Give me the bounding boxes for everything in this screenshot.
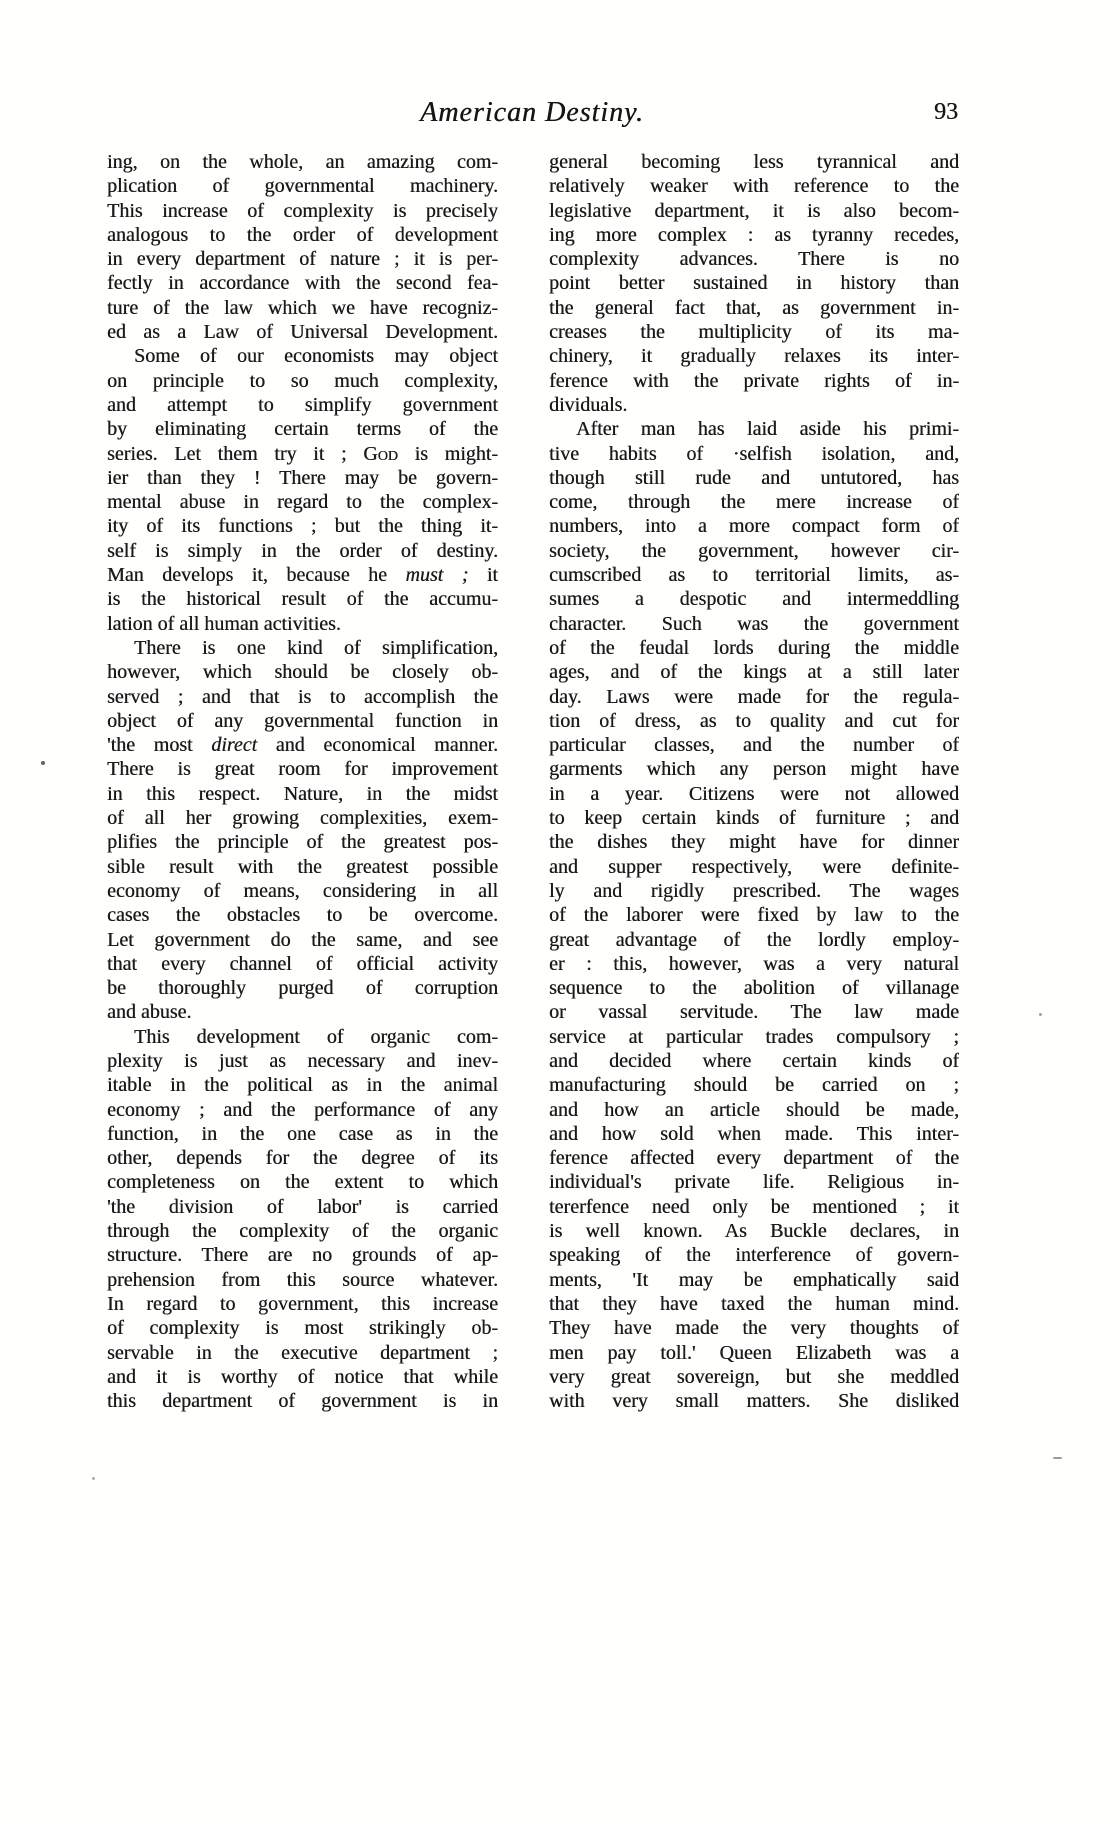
text-line: of the feudal lords during the middle	[549, 636, 959, 659]
text-line: function, in the one case as in the	[107, 1122, 498, 1145]
text-line: great advantage of the lordly employ-	[549, 928, 959, 951]
text-line: and how an article should be made,	[549, 1098, 959, 1121]
text-line: is the historical result of the accumu-	[107, 588, 498, 611]
text-line: served ; and that is to accomplish the	[107, 685, 498, 708]
page-number: 93	[934, 99, 958, 125]
text-column-left	[107, 150, 498, 1413]
text-line: this department of government is in	[107, 1390, 498, 1413]
text-line: character. Such was the government	[549, 612, 959, 635]
text-line: analogous to the order of development	[107, 223, 498, 246]
text-line: and supper respectively, were definite-	[549, 855, 959, 878]
text-line: economy ; and the performance of any	[107, 1098, 498, 1121]
text-line: relatively weaker with reference to the	[549, 175, 959, 198]
text-line: with very small matters. She disliked	[549, 1390, 959, 1413]
text-line: in a year. Citizens were not allowed	[549, 782, 959, 805]
ink-speck	[41, 761, 45, 765]
text-line: ference with the private rights of in-	[549, 369, 959, 392]
text-line: and attempt to simplify government	[107, 393, 498, 416]
text-line: ier than they ! There may be govern-	[107, 466, 498, 489]
text-line: economy of means, considering in all	[107, 879, 498, 902]
text-line: speaking of the interference of govern-	[549, 1244, 959, 1267]
text-line: particular classes, and the number of	[549, 734, 959, 757]
text-line: and decided where certain kinds of	[549, 1049, 959, 1072]
text-line: object of any governmental function in	[107, 709, 498, 732]
text-line: plication of governmental machinery.	[107, 175, 498, 198]
text-line: tererfence need only be mentioned ; it	[549, 1195, 959, 1218]
text-line: chinery, it gradually relaxes its inter-	[549, 345, 959, 368]
text-line: service at particular trades compulsory ;	[549, 1025, 959, 1048]
text-line: numbers, into a more compact form of	[549, 515, 959, 538]
text-line: Some of our economists may object	[134, 345, 498, 368]
text-line: cases the obstacles to be overcome.	[107, 904, 498, 927]
text-line: cumscribed as to territorial limits, as-	[549, 564, 959, 587]
text-line: self is simply in the order of destiny.	[107, 539, 498, 562]
text-line: sequence to the abolition of villanage	[549, 977, 959, 1000]
text-line: Let government do the same, and see	[107, 928, 498, 951]
text-line: This increase of complexity is precisely	[107, 199, 498, 222]
text-line: ments, 'It may be emphatically said	[549, 1268, 959, 1291]
text-line: tion of dress, as to quality and cut for	[549, 709, 959, 732]
text-line: sible result with the greatest possible	[107, 855, 498, 878]
text-line: In regard to government, this increase	[107, 1292, 498, 1315]
text-line: ference affected every department of the	[549, 1147, 959, 1170]
text-line: and how sold when made. This inter-	[549, 1122, 959, 1145]
text-line: by eliminating certain terms of the	[107, 418, 498, 441]
text-line: lation of all human activities.	[107, 612, 341, 635]
text-line: completeness on the extent to which	[107, 1171, 498, 1194]
text-line: ed as a Law of Universal Development.	[107, 321, 498, 344]
text-line: the dishes they might have for dinner	[549, 831, 959, 854]
text-line: ly and rigidly prescribed. The wages	[549, 879, 959, 902]
ink-speck	[1039, 1013, 1042, 1016]
text-line: is well known. As Buckle declares, in	[549, 1220, 959, 1243]
text-line: come, through the mere increase of	[549, 491, 959, 514]
text-line: After man has laid aside his primi-	[576, 418, 959, 441]
text-line: of the laborer were fixed by law to the	[549, 904, 959, 927]
text-line: This development of organic com-	[134, 1025, 498, 1048]
text-line: and it is worthy of notice that while	[107, 1365, 498, 1388]
text-line: legislative department, it is also becom-	[549, 199, 959, 222]
text-line: creases the multiplicity of its ma-	[549, 321, 959, 344]
text-line: manufacturing should be carried on ;	[549, 1074, 959, 1097]
text-line: in this respect. Nature, in the midst	[107, 782, 498, 805]
text-line: ing more complex : as tyranny recedes,	[549, 223, 959, 246]
text-line: series. Let them try it ; God is might-	[107, 442, 498, 465]
running-head-title: American Destiny.	[420, 97, 644, 128]
text-line: fectly in accordance with the second fea-	[107, 272, 498, 295]
text-line: garments which any person might have	[549, 758, 959, 781]
text-line: ture of the law which we have recogniz-	[107, 296, 498, 319]
text-line: though still rude and untutored, has	[549, 466, 959, 489]
text-line: There is great room for improvement	[107, 758, 498, 781]
text-line: through the complexity of the organic	[107, 1220, 498, 1243]
text-line: individual's private life. Religious in-	[549, 1171, 959, 1194]
text-line: sumes a despotic and intermeddling	[549, 588, 959, 611]
text-line: that every channel of official activity	[107, 952, 498, 975]
text-line: general becoming less tyrannical and	[549, 151, 959, 173]
text-line: mental abuse in regard to the complex-	[107, 491, 498, 514]
text-line: ity of its functions ; but the thing it-	[107, 515, 498, 538]
text-line: and abuse.	[107, 1001, 192, 1024]
text-line: tive habits of ·selfish isolation, and,	[549, 442, 959, 465]
text-line: complexity advances. There is no	[549, 248, 959, 271]
text-line: very great sovereign, but she meddled	[549, 1365, 959, 1388]
text-line: be thoroughly purged of corruption	[107, 977, 498, 1000]
text-line: in every department of nature ; it is per-	[107, 248, 498, 271]
text-line: structure. There are no grounds of ap-	[107, 1244, 498, 1267]
text-line: or vassal servitude. The law made	[549, 1001, 959, 1024]
text-line: that they have taxed the human mind.	[549, 1292, 959, 1315]
text-line: society, the government, however cir-	[549, 539, 959, 562]
text-line: 'the division of labor' is carried	[107, 1195, 498, 1218]
text-line: ing, on the whole, an amazing com-	[107, 151, 498, 173]
text-line: Man develops it, because he must ; it	[107, 564, 498, 587]
text-line: ages, and of the kings at a still later	[549, 661, 959, 684]
text-line: however, which should be closely ob-	[107, 661, 498, 684]
text-line: the general fact that, as government in-	[549, 296, 959, 319]
text-line: point better sustained in history than	[549, 272, 959, 295]
text-line: on principle to so much complexity,	[107, 369, 498, 392]
text-line: to keep certain kinds of furniture ; and	[549, 807, 959, 830]
text-line: day. Laws were made for the regula-	[549, 685, 959, 708]
text-line: plifies the principle of the greatest pos-	[107, 831, 498, 854]
text-line: er : this, however, was a very natural	[549, 952, 959, 975]
ink-speck	[92, 1477, 95, 1480]
text-line: itable in the political as in the animal	[107, 1074, 498, 1097]
text-line: men pay toll.' Queen Elizabeth was a	[549, 1341, 959, 1364]
text-line: other, depends for the degree of its	[107, 1147, 498, 1170]
text-line: servable in the executive department ;	[107, 1341, 498, 1364]
text-line: plexity is just as necessary and inev-	[107, 1049, 498, 1072]
text-column-right	[549, 150, 959, 1413]
text-line: They have made the very thoughts of	[549, 1317, 959, 1340]
ink-speck	[1053, 1457, 1062, 1459]
text-line: dividuals.	[549, 393, 628, 416]
text-line: prehension from this source whatever.	[107, 1268, 498, 1291]
text-line: of complexity is most strikingly ob-	[107, 1317, 498, 1340]
text-line: of all her growing complexities, exem-	[107, 807, 498, 830]
text-line: There is one kind of simplification,	[134, 636, 498, 659]
text-line: 'the most direct and economical manner.	[107, 734, 498, 757]
